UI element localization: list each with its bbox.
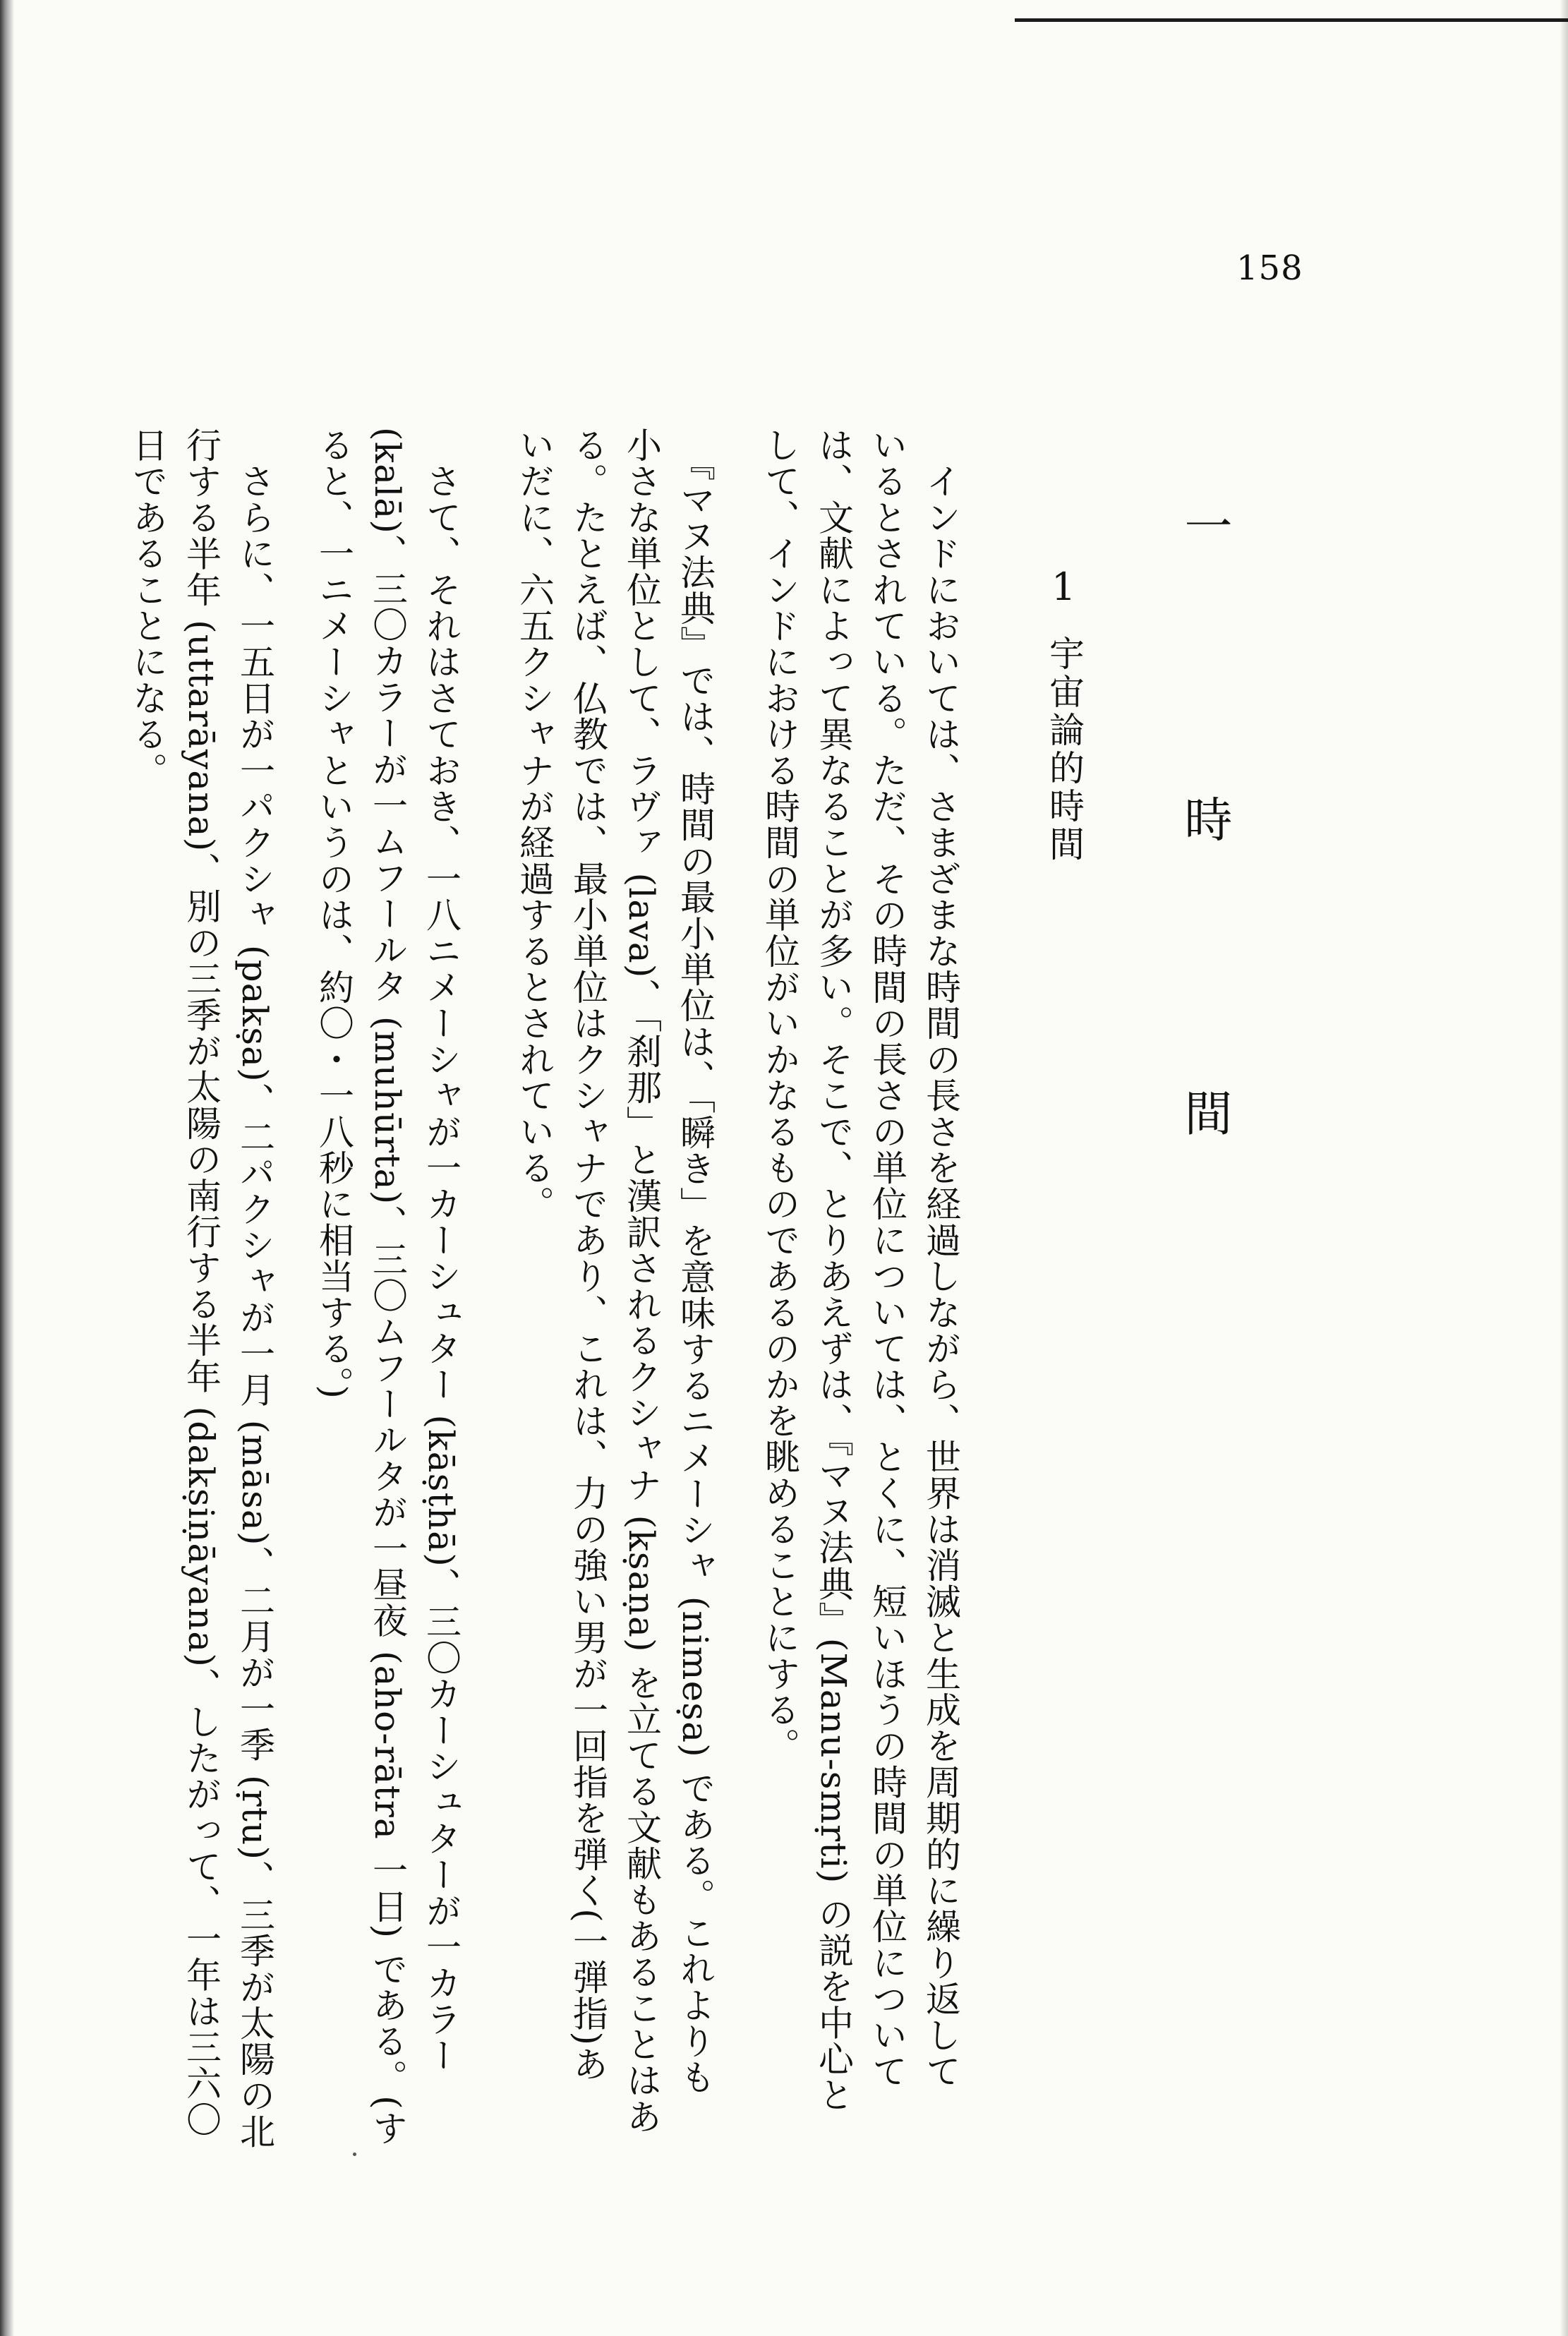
body-line-13: 行する半年 (uttarāyana)、別の三季が太陽の南行する半年 (dakṣiṇāyana)、したがって、一年は三六〇: [181, 427, 222, 2138]
header-rule: [1015, 18, 1568, 22]
paper-speck: [353, 2153, 356, 2156]
body-line-2: いるとされている。ただ、その時間の長さの単位については、とくに、短いほうの時間の単位について: [867, 427, 907, 2090]
body-line-11: ると、一ニメーシャというのは、約〇・一八秒に相当する。): [313, 427, 354, 1400]
page-binding-shadow: [0, 0, 14, 2336]
body-line-4: して、インドにおける時間の単位がいかなるものであるのかを眺めることにする。: [759, 427, 800, 1764]
section-number: 1: [1051, 565, 1076, 609]
body-line-14: 日であることになる。: [127, 427, 168, 788]
page-edge-shadow: [1560, 0, 1568, 2336]
body-line-12: さらに、一五日が一パクシャ (pakṣa)、二パクシャが一月 (māsa)、二月が一季 (ṛtu)、三季が太陽の北: [234, 427, 275, 2150]
body-line-7: る。たとえば、仏教では、最小単位はクシャナであり、これは、力の強い男が一回指を弾く(一弾指)あ: [567, 427, 608, 2083]
body-line-10: (kalā)、三〇カラーが一ムフールタ (muhūrta)、三〇ムフールタが一昼夜 (aho-rātra 一日) である。(す: [367, 427, 408, 2146]
body-line-9: さて、それはさておき、一八ニメーシャが一カーシュター (kāṣṭhā)、三〇カーシュターが一カラー: [421, 427, 462, 2073]
body-line-8: いだに、六五クシャナが経過するとされている。: [514, 427, 555, 1222]
body-line-3: は、文献によって異なることが多い。そこで、とりあえずは、『マヌ法典』(Manu-smṛti) の説を中心と: [813, 427, 854, 2113]
body-line-5: 『マヌ法典』では、時間の最小単位は、「瞬き」を意味するニメーシャ (nimeṣa) である。これよりも: [675, 427, 716, 2095]
chapter-title: 一 時 間: [1176, 501, 1232, 1235]
page-number: 158: [1236, 248, 1303, 288]
section-title: 宇宙論的時間: [1044, 635, 1085, 864]
body-line-1: インドにおいては、さまざまな時間の長さを経過しながら、世界は消滅と生成を周期的に繰り返して: [920, 427, 961, 2090]
body-line-6: 小さな単位として、ラヴァ (lava)、「刹那」と漢訳されるクシャナ (kṣaṇa) を立てる文献もあることはあ: [621, 427, 662, 2135]
